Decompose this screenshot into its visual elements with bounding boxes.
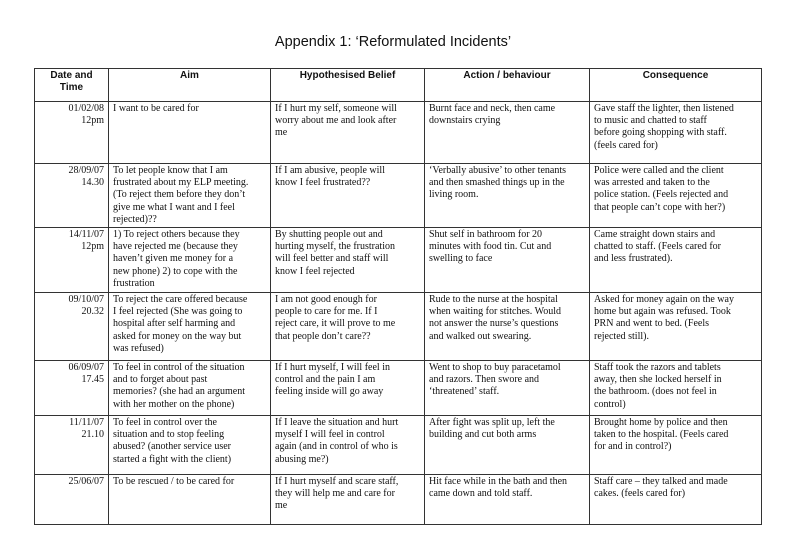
belief-line: that people don’t care??	[275, 330, 371, 342]
aim-line: To feel in control over the	[113, 417, 217, 429]
belief-line: If I hurt my self, someone will	[275, 103, 397, 114]
belief-line: know I feel frustrated??	[275, 177, 371, 189]
table-row	[35, 228, 762, 293]
aim-cell	[109, 164, 271, 228]
belief-cell	[271, 416, 425, 475]
action-cell	[425, 164, 590, 228]
consequence-line: Brought home by police and then	[594, 417, 728, 429]
action-line: swelling to face	[429, 253, 493, 265]
column-header-action: Action / behaviour	[425, 69, 590, 102]
date-line: 06/09/07	[68, 362, 104, 374]
action-line: Rude to the nurse at the hospital	[429, 294, 558, 306]
belief-line: worry about me and look after	[275, 115, 397, 127]
action-line: ‘threatened’ staff.	[429, 386, 500, 398]
belief-line: If I leave the situation and hurt	[275, 417, 399, 429]
date-line: 12pm	[81, 241, 104, 253]
belief-line: me	[275, 500, 288, 512]
aim-line: 1) To reject others because they	[113, 229, 240, 241]
consequence-line: control)	[594, 398, 626, 410]
action-line: minutes with food tin. Cut and	[429, 241, 552, 253]
column-header-aim: Aim	[109, 69, 271, 102]
date-line: 28/09/07	[68, 165, 104, 176]
table-row	[35, 102, 762, 164]
consequence-line: Staff took the razors and tablets	[594, 362, 721, 374]
consequence-line: Came straight down stairs and	[594, 229, 716, 241]
aim-cell	[109, 361, 271, 416]
date-cell	[35, 228, 109, 293]
action-cell	[425, 361, 590, 416]
action-line: and razors. Then swore and	[429, 374, 540, 386]
aim-cell	[109, 475, 271, 525]
aim-cell	[109, 416, 271, 475]
aim-line: haven’t given me money for a	[113, 253, 234, 265]
aim-line: hospital after self harming and	[113, 318, 236, 330]
consequence-line: that people can’t cope with her?)	[594, 201, 726, 213]
belief-line: reject care, it will prove to me	[275, 318, 396, 330]
consequence-line: chatted to staff. (Feels cared for	[594, 241, 721, 253]
action-line: Went to shop to buy paracetamol	[429, 362, 561, 374]
belief-line: myself I will feel in control	[275, 429, 385, 441]
page-title: Appendix 1: ‘Reformulated Incidents’	[274, 34, 512, 50]
belief-cell	[271, 102, 425, 164]
consequence-cell	[590, 416, 762, 475]
action-line: came down and told staff.	[429, 488, 533, 500]
action-line: Shut self in bathroom for 20	[429, 229, 543, 241]
consequence-line: home but again was refused. Took	[594, 306, 731, 318]
aim-line: asked for money on the way but	[113, 330, 242, 342]
incidents-table	[34, 68, 762, 525]
aim-line: frustrated about my ELP meeting.	[113, 177, 249, 189]
action-line: ‘Verbally abusive’ to other tenants	[429, 165, 566, 176]
aim-line: with her mother on the phone)	[113, 398, 235, 410]
action-line: not answer the nurse’s questions	[429, 318, 559, 330]
belief-line: people to care for me. If I	[275, 306, 378, 318]
aim-line: To be rescued / to be cared for	[113, 476, 235, 488]
consequence-line: rejected still).	[594, 330, 649, 342]
action-cell	[425, 475, 590, 525]
table-row	[35, 416, 762, 475]
consequence-line: Police were called and the client	[594, 165, 724, 176]
consequence-line: Staff care – they talked and made	[594, 476, 728, 488]
aim-line: To feel in control of the situation	[113, 362, 245, 374]
belief-line: hurting myself, the frustration	[275, 241, 395, 253]
consequence-cell	[590, 228, 762, 293]
consequence-line: the bathroom. (does not feel in	[594, 386, 717, 398]
belief-line: If I hurt myself and scare staff,	[275, 476, 399, 488]
belief-line: If I hurt myself, I will feel in	[275, 362, 390, 374]
date-line: 20.32	[81, 306, 104, 318]
aim-cell	[109, 102, 271, 164]
action-cell	[425, 293, 590, 361]
consequence-line: before going shopping with staff.	[594, 127, 727, 139]
date-line: 09/10/07	[68, 294, 104, 306]
consequence-line: was arrested and taken to the	[594, 177, 710, 189]
consequence-line: (feels cared for)	[594, 139, 658, 151]
belief-line: By shutting people out and	[275, 229, 383, 241]
aim-cell	[109, 293, 271, 361]
date-cell	[35, 164, 109, 228]
consequence-line: cakes. (feels cared for)	[594, 488, 686, 500]
consequence-line: to music and chatted to staff	[594, 115, 707, 127]
aim-line: To reject the care offered because	[113, 294, 248, 306]
consequence-line: police station. (Feels rejected and	[594, 189, 729, 201]
belief-line: control and the pain I am	[275, 374, 376, 386]
table-row	[35, 164, 762, 228]
column-header-consequence: Consequence	[590, 69, 762, 102]
consequence-cell	[590, 164, 762, 228]
consequence-cell	[590, 475, 762, 525]
date-line: 21.10	[81, 429, 104, 441]
consequence-line: Asked for money again on the way	[594, 294, 734, 306]
column-header-belief: Hypothesised Belief	[271, 69, 425, 102]
table-row	[35, 293, 762, 361]
consequence-cell	[590, 361, 762, 416]
date-cell	[35, 293, 109, 361]
action-line: Burnt face and neck, then came	[429, 103, 556, 114]
consequence-cell	[590, 293, 762, 361]
aim-line: rejected)??	[113, 213, 157, 225]
consequence-line: PRN and went to bed. (Feels	[594, 318, 709, 330]
aim-line: situation and to stop feeling	[113, 429, 225, 441]
consequence-line: and less frustrated).	[594, 253, 673, 265]
belief-line: they will help me and care for	[275, 488, 395, 500]
table-row	[35, 361, 762, 416]
aim-line: give me what I want and I feel	[113, 201, 235, 213]
aim-line: new phone) 2) to cope with the	[113, 265, 238, 277]
action-line: downstairs crying	[429, 115, 501, 127]
aim-line: I want to be cared for	[113, 103, 199, 114]
action-line: and walked out swearing.	[429, 330, 532, 342]
action-cell	[425, 416, 590, 475]
header-row	[35, 69, 762, 102]
aim-line: (To reject them before they don’t	[113, 189, 246, 201]
consequence-line: for and in control?)	[594, 441, 672, 453]
consequence-cell	[590, 102, 762, 164]
belief-cell	[271, 475, 425, 525]
date-line: 12pm	[81, 115, 104, 127]
table-row	[35, 475, 762, 525]
date-cell	[35, 475, 109, 525]
belief-cell	[271, 361, 425, 416]
aim-line: I feel rejected (She was going to	[113, 306, 243, 318]
action-line: when waiting for stitches. Would	[429, 306, 562, 318]
belief-line: know I feel rejected	[275, 265, 355, 277]
action-line: Hit face while in the bath and then	[429, 476, 568, 488]
belief-line: If I am abusive, people will	[275, 165, 385, 176]
date-cell	[35, 416, 109, 475]
belief-line: me	[275, 127, 288, 139]
action-cell	[425, 228, 590, 293]
action-cell	[425, 102, 590, 164]
date-line: 17.45	[81, 374, 104, 386]
aim-line: and to forget about past	[113, 374, 208, 386]
consequence-line: away, then she locked herself in	[594, 374, 722, 386]
belief-line: abusing me?)	[275, 453, 329, 465]
aim-line: memories? (she had an argument	[113, 386, 245, 398]
belief-line: I am not good enough for	[275, 294, 377, 306]
aim-line: started a fight with the client)	[113, 453, 232, 465]
date-cell	[35, 102, 109, 164]
date-line: 11/11/07	[69, 417, 104, 429]
aim-cell	[109, 228, 271, 293]
column-header-date: Date and Time	[35, 69, 109, 102]
aim-line: have rejected me (because they	[113, 241, 238, 253]
aim-line: To let people know that I am	[113, 165, 228, 176]
belief-line: feeling inside will go away	[275, 386, 384, 398]
action-line: and then smashed things up in the	[429, 177, 565, 189]
belief-cell	[271, 293, 425, 361]
date-line: 14.30	[81, 177, 104, 189]
action-line: After fight was split up, left the	[429, 417, 555, 429]
aim-line: was refused)	[113, 342, 164, 354]
aim-line: abused? (another service user	[113, 441, 231, 453]
consequence-line: Gave staff the lighter, then listened	[594, 103, 734, 114]
belief-cell	[271, 164, 425, 228]
action-line: building and cut both arms	[429, 429, 537, 441]
date-line: 25/06/07	[68, 476, 104, 488]
belief-cell	[271, 228, 425, 293]
date-line: 01/02/08	[68, 103, 104, 114]
consequence-line: taken to the hospital. (Feels cared	[594, 429, 729, 441]
belief-line: will feel better and staff will	[275, 253, 389, 265]
date-cell	[35, 361, 109, 416]
aim-line: frustration	[113, 277, 155, 289]
belief-line: again (and in control of who is	[275, 441, 398, 453]
date-line: 14/11/07	[68, 229, 104, 241]
action-line: living room.	[429, 189, 479, 201]
